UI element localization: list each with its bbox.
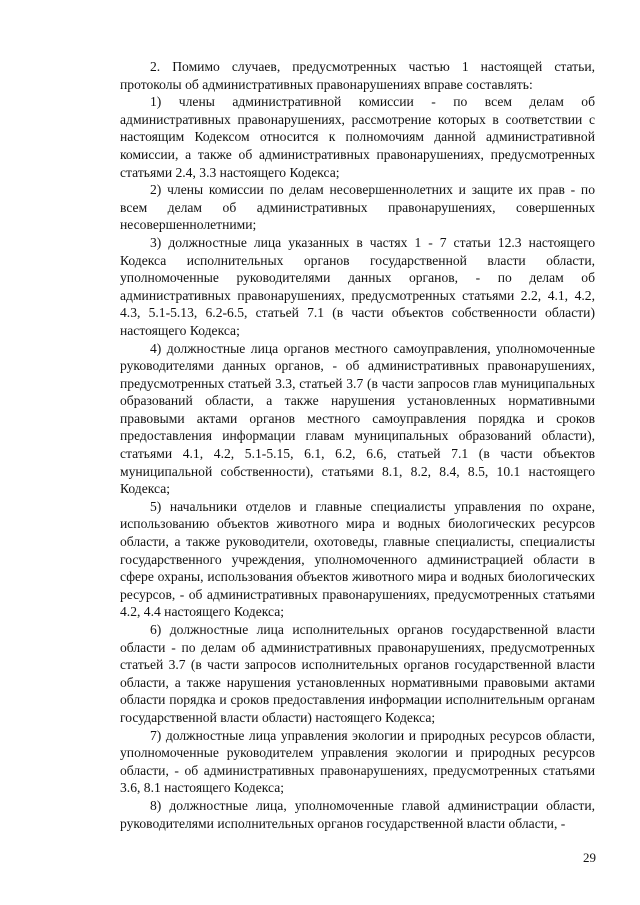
paragraph-item-3: 3) должностные лица указанных в частях 1 - 7 статьи 12.3 настоящего Кодекса исполнительных органов государственной власти области, уполномоченные руководителями данных органов, - по делам об административных правонарушениях, предусмотренных статьями 2.2, 4.1, 4.2, 4.3, 5.1-5.13, 6.2-6.5, статьей 7.1 (в части объектов собственности области) настоящего Кодекса;: [120, 234, 595, 338]
body-text: [120, 58, 595, 832]
paragraph-item-4: 4) должностные лица органов местного самоуправления, уполномоченные руководителями данных органов, - об административных правонарушениях, предусмотренных статьей 3.3, статьей 3.7 (в части запросов глав муниципальных образований области, а также нарушения установленных нормативными правовыми актами органов местного самоуправления порядка и сроков предоставления информации главам муниципальных образований области), статьями 4.1, 4.2, 5.1-5.15, 6.1, 6.2, 6.6, статьей 7.1 (в части объектов муниципальной собственности), статьями 8.1, 8.2, 8.4, 8.5, 10.1 настоящего Кодекса;: [120, 340, 595, 497]
paragraph-item-7: 7) должностные лица управления экологии и природных ресурсов области, уполномоченные руководителем управления экологии и природных ресурсов области, - об административных правонарушениях, предусмотренных статьями 3.6, 8.1 настоящего Кодекса;: [120, 727, 595, 796]
page-number: 29: [583, 850, 596, 865]
paragraph-item-1: 1) члены административной комиссии - по всем делам об административных правонарушениях, рассмотрение которых в соответствии с настоящим Кодексом относится к полномочиям данной административной комиссии, а также об административных правонарушениях, предусмотренных статьями 2.4, 3.3 настоящего Кодекса;: [120, 94, 595, 180]
paragraph-intro: 2. Помимо случаев, предусмотренных частью 1 настоящей статьи, протоколы об административных правонарушениях вправе составлять:: [120, 59, 595, 92]
paragraph-item-5: 5) начальники отделов и главные специалисты управления по охране, использованию объектов животного мира и водных биологических ресурсов области, а также руководители, охотоведы, главные специалисты, специалисты государственного учреждения, уполномоченного администрацией области в сфере охраны, использования объектов животного мира и водных биологических ресурсов, - об административных правонарушениях, предусмотренных статьями 4.2, 4.4 настоящего Кодекса;: [120, 498, 595, 620]
paragraph-item-6: 6) должностные лица исполнительных органов государственной власти области - по делам об административных правонарушениях, предусмотренных статьей 3.7 (в части запросов исполнительных органов государственной власти области, а также нарушения установленных нормативными правовыми актами области порядка и сроков предоставления информации исполнительным органам государственной власти области) настоящего Кодекса;: [120, 622, 595, 725]
paragraph-item-2: 2) члены комиссии по делам несовершеннолетних и защите их прав - по всем делам об административных правонарушениях, совершенных несовершеннолетними;: [120, 182, 595, 233]
paragraph-item-8: 8) должностные лица, уполномоченные главой администрации области, руководителями исполнительных органов государственной власти области, -: [120, 797, 595, 831]
